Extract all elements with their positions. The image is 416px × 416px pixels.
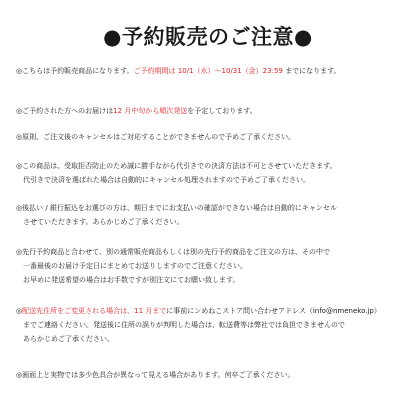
note-line: ◎先行予約商品と合わせて、別の通常販売商品もしくは別の先行予約商品をご注文の方は、その中で bbox=[16, 248, 330, 256]
note-text: に事前にンめねこストア問い合わせアドレス（info@nmeneko.jp） bbox=[166, 307, 381, 315]
address-change-highlight: 配送先住所をご変更される場合は、11 月まで bbox=[22, 307, 167, 315]
note-text: ◎ご予約された方へのお届けは bbox=[16, 107, 114, 115]
note-text: ◎ bbox=[16, 307, 23, 315]
note-delivery-schedule bbox=[16, 104, 412, 118]
note-line: ◎後払い / 銀行振込をお選びの方は、期日までにお支払いの確認ができない場合は自動的にキャンセル bbox=[16, 204, 337, 212]
note-line: までご連絡ください。発送後に住所の誤りが判明した場合は、転送費等は弊社では負担できませんので bbox=[23, 321, 345, 329]
note-text: ◎こちらは予約販売商品になります。 bbox=[16, 67, 134, 75]
delivery-schedule-highlight: 12 月中旬から順次発送 bbox=[113, 107, 188, 115]
note-line: させていただきます。あらかじめご了承ください。 bbox=[23, 218, 184, 226]
reservation-period-highlight: ご予約期間は 10/1（水）〜10/31（金）23:59 bbox=[133, 67, 283, 75]
note-reservation-period bbox=[16, 64, 412, 78]
note-deferred-payment bbox=[16, 201, 412, 229]
note-combined-orders bbox=[16, 245, 412, 287]
note-no-cancellation bbox=[16, 130, 412, 144]
note-cash-on-delivery bbox=[16, 159, 412, 187]
note-line bbox=[16, 104, 412, 118]
note-line: 一番最後のお届け予定日にまとめてお送りしますのでご注意ください。 bbox=[23, 262, 247, 270]
note-line bbox=[16, 64, 412, 78]
note-line: ◎原則、ご注文後のキャンセルはご対応することができませんので予めご了承ください。 bbox=[16, 133, 296, 141]
page-title: ●予約販売のご注意● bbox=[103, 25, 313, 49]
note-address-change bbox=[16, 304, 412, 346]
note-line: ◎この商品は、受取拒否防止のため誠に勝手ながら代引きでの決済方法は不可とさせていただきます。 bbox=[16, 162, 337, 170]
note-text: までになります。 bbox=[282, 67, 341, 75]
note-line bbox=[16, 304, 412, 318]
note-line: あらかじめご了承ください。 bbox=[23, 335, 114, 343]
note-line: ◎画面上と実物では多少色具合が異なって見える場合があります。何卒ご了承ください。 bbox=[16, 371, 295, 379]
note-line: お早めに発送希望の場合はお手数ですが別注文にてお願い致します。 bbox=[23, 276, 240, 284]
note-line: 代引きで決済を選ばれた場合は自動的にキャンセル処理されますので予めご了承ください。 bbox=[23, 176, 310, 184]
note-text: を予定しております。 bbox=[187, 107, 257, 115]
note-color-difference bbox=[16, 368, 412, 382]
